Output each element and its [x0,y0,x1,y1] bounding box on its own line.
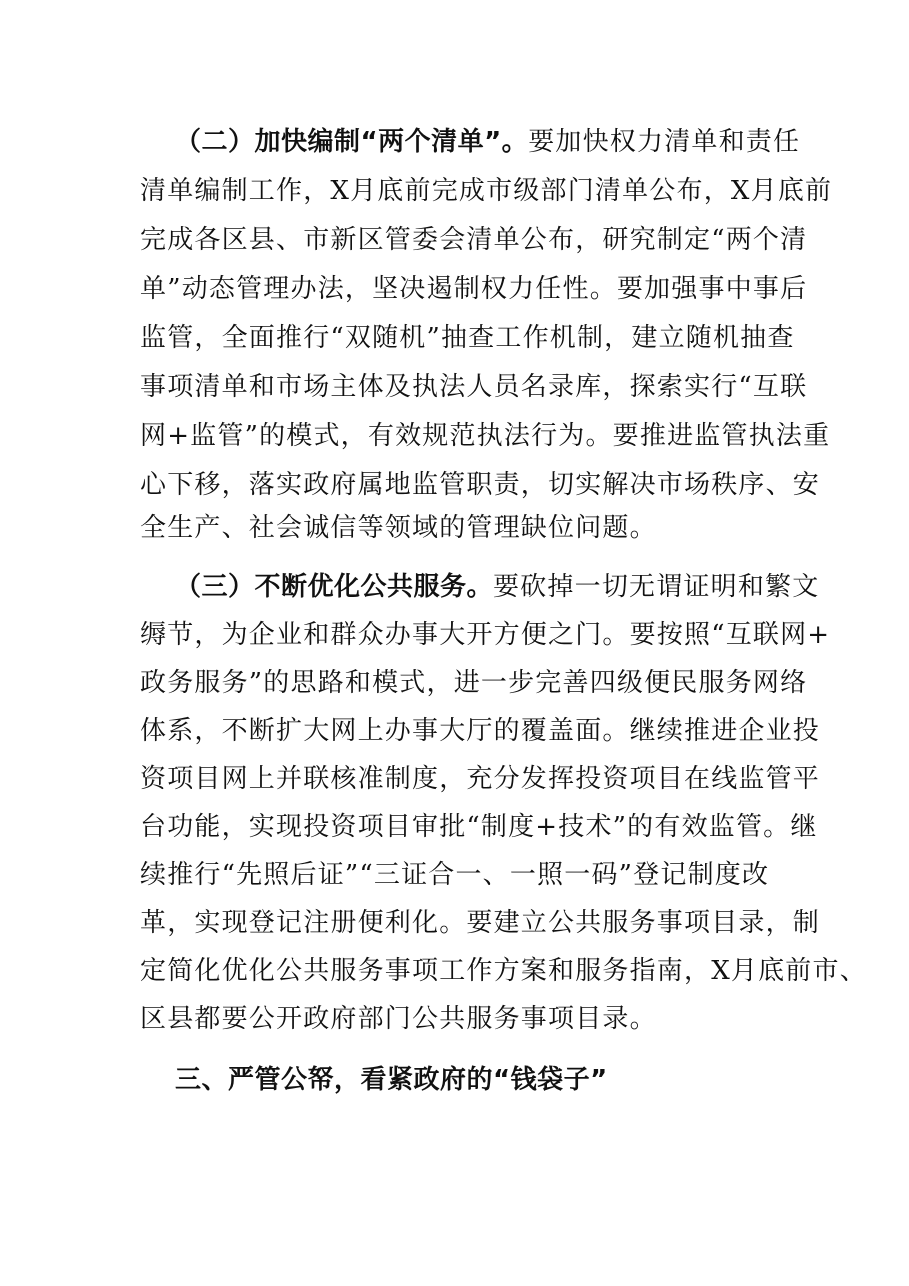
paragraph-line: 清单编制工作，X月底前完成市级部门清单公布，X月底前 [140,176,833,206]
paragraph-line [175,120,815,164]
paragraph-line [175,565,820,609]
paragraph-line: 完成各区县、市新区管委会清单公布，研究制定“两个清 [140,225,808,255]
paragraph-line: 资项目网上并联核准制度，充分发挥投资项目在线监管平 [140,764,821,794]
paragraph-line: 缛节，为企业和群众办事大开方便之门。要按照“互联网+ [140,620,831,650]
paragraph-line: 单”动态管理办法，坚决遏制权力任性。要加强事中事后 [140,274,808,304]
paragraph-line: 网+监管”的模式，有效规范执法行为。要推进监管执法重 [140,421,831,451]
paragraph-line: 政务服务”的思路和模式，进一步完善四级便民服务网络 [140,668,808,698]
paragraph-text: 要砍掉一切无谓证明和繁文 [493,572,820,602]
subsection-heading: （三）不断优化公共服务。 [175,572,494,602]
paragraph-line: 体系，不断扩大网上办事大厅的覆盖面。继续推进企业投 [140,716,821,746]
paragraph-line: 定简化优化公共服务事项工作方案和服务指南，X月底前市、 [140,956,867,986]
paragraph-line: 革，实现登记注册便利化。要建立公共服务事项目录，制 [140,908,821,938]
subsection-heading: （二）加快编制“两个清单”。 [175,127,529,157]
paragraph-line: 区县都要公开政府部门公共服务事项目录。 [140,1004,657,1034]
paragraph-line: 台功能，实现投资项目审批“制度+技术”的有效监管。继 [140,812,818,842]
paragraph-line: 事项清单和市场主体及执法人员名录库，探索实行“互联 [140,372,808,402]
section-heading: 三、严管公帑，看紧政府的“钱袋子” [175,1065,608,1095]
paragraph-text: 要加快权力清单和责任 [528,127,801,157]
paragraph-line: 心下移，落实政府属地监管职责，切实解决市场秩序、安 [140,470,821,500]
paragraph-line: 全生产、社会诚信等领域的管理缺位问题。 [140,513,657,543]
paragraph-line: 续推行“先照后证”“三证合一、一照一码”登记制度改 [140,860,770,890]
paragraph-line: 监管，全面推行“双随机”抽查工作机制，建立随机抽查 [140,323,795,353]
